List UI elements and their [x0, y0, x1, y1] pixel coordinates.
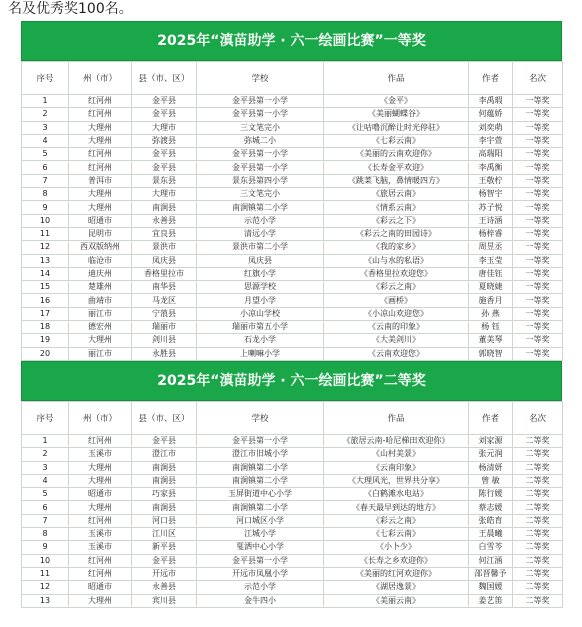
- table-row: [22, 461, 563, 474]
- cell-school: 示范小学: [197, 214, 324, 227]
- cell-county: 宜良县: [132, 227, 197, 240]
- cell-artwork: 《情系云南》: [324, 201, 469, 214]
- cell-author: 曾 敏: [469, 474, 513, 487]
- cell-artwork: 《七彩云南》: [324, 528, 469, 541]
- cell-prefecture: 迪庆州: [69, 267, 132, 280]
- cell-rank-number: 13: [22, 254, 69, 267]
- cell-award: 二等奖: [513, 474, 563, 487]
- cell-county: 南涧县: [132, 461, 197, 474]
- first-prize-table: [21, 61, 563, 361]
- cell-county: 景洪市: [132, 241, 197, 254]
- cell-rank-number: 1: [22, 434, 69, 447]
- table-row: [22, 448, 563, 461]
- cell-artwork: 《小卜少》: [324, 541, 469, 554]
- cell-prefecture: 昭通市: [69, 488, 132, 501]
- cell-county: 剑川县: [132, 334, 197, 347]
- table-row: [22, 528, 563, 541]
- cell-artwork: 《让咕噜沉醉让时光停驻》: [324, 121, 469, 134]
- cell-author: 李禹衡: [469, 161, 513, 174]
- cell-school: 景洪市第二小学: [197, 241, 324, 254]
- table-row: [22, 281, 563, 294]
- cell-county: 河口县: [132, 514, 197, 527]
- cell-county: 金平县: [132, 148, 197, 161]
- table-row: [22, 188, 563, 201]
- table-row: [22, 434, 563, 447]
- table-row: [22, 554, 563, 567]
- cell-school: 金平县第一小学: [197, 161, 324, 174]
- cell-prefecture: 临沧市: [69, 254, 132, 267]
- cell-school: 金平县第一小学: [197, 148, 324, 161]
- cell-rank-number: 6: [22, 501, 69, 514]
- cell-county: 永善县: [132, 581, 197, 594]
- cell-artwork: 《金平》: [324, 95, 469, 108]
- cell-county: 马龙区: [132, 294, 197, 307]
- cell-award: 一等奖: [513, 214, 563, 227]
- cell-prefecture: 楚雄州: [69, 281, 132, 294]
- cell-award: 二等奖: [513, 554, 563, 567]
- cell-award: 一等奖: [513, 201, 563, 214]
- cell-artwork: 《彩云之下》: [324, 214, 469, 227]
- cell-rank-number: 9: [22, 201, 69, 214]
- column-header-county: 县（市、区）: [132, 401, 197, 434]
- cell-rank-number: 3: [22, 121, 69, 134]
- cell-prefecture: 丽江市: [69, 347, 132, 360]
- cell-award: 一等奖: [513, 108, 563, 121]
- table-row: [22, 294, 563, 307]
- cell-rank-number: 2: [22, 448, 69, 461]
- cell-school: 玉屏街道中心小学: [197, 488, 324, 501]
- cell-rank-number: 19: [22, 334, 69, 347]
- cell-artwork: 《山与水的私语》: [324, 254, 469, 267]
- cell-county: 大理市: [132, 121, 197, 134]
- cell-school: 月望小学: [197, 294, 324, 307]
- cell-award: 二等奖: [513, 461, 563, 474]
- cell-rank-number: 4: [22, 134, 69, 147]
- column-header-school: 学校: [197, 62, 324, 95]
- award-sheet: [21, 21, 562, 608]
- cell-school: 南涧镇第二小学: [197, 201, 324, 214]
- cell-award: 一等奖: [513, 334, 563, 347]
- table-row: [22, 514, 563, 527]
- cell-award: 一等奖: [513, 161, 563, 174]
- cell-school: 南涧镇第二小学: [197, 501, 324, 514]
- cell-prefecture: 玉溪市: [69, 448, 132, 461]
- cell-county: 开远市: [132, 567, 197, 580]
- cell-award: 二等奖: [513, 434, 563, 447]
- table-row: [22, 214, 563, 227]
- cell-prefecture: 红河州: [69, 514, 132, 527]
- cell-county: 宁蒗县: [132, 307, 197, 320]
- cell-rank-number: 5: [22, 488, 69, 501]
- cell-school: 金牛四小: [197, 594, 324, 607]
- cell-school: 南涧镇第二小学: [197, 474, 324, 487]
- cell-author: 李玉莹: [469, 254, 513, 267]
- table-row: [22, 174, 563, 187]
- cell-author: 张皓育: [469, 514, 513, 527]
- cell-award: 一等奖: [513, 95, 563, 108]
- column-header-award: 名次: [513, 401, 563, 434]
- cell-artwork: 《白鹤滩水电站》: [324, 488, 469, 501]
- cell-rank-number: 13: [22, 594, 69, 607]
- cell-award: 二等奖: [513, 567, 563, 580]
- cell-award: 一等奖: [513, 227, 563, 240]
- cell-county: 瑞丽市: [132, 321, 197, 334]
- cell-rank-number: 7: [22, 174, 69, 187]
- cell-rank-number: 10: [22, 554, 69, 567]
- cell-author: 何江涵: [469, 554, 513, 567]
- cell-school: 瑞丽市第五小学: [197, 321, 324, 334]
- cell-artwork: 《美丽云南》: [324, 594, 469, 607]
- cell-rank-number: 9: [22, 541, 69, 554]
- cell-prefecture: 玉溪市: [69, 528, 132, 541]
- cell-award: 二等奖: [513, 448, 563, 461]
- table-row: [22, 108, 563, 121]
- second-prize-table: [21, 401, 563, 608]
- cell-artwork: 《画桥》: [324, 294, 469, 307]
- cell-author: 夏晓婕: [469, 281, 513, 294]
- cell-prefecture: 昭通市: [69, 581, 132, 594]
- cell-school: 石龙小学: [197, 334, 324, 347]
- cell-author: 刘家源: [469, 434, 513, 447]
- cell-prefecture: 红河州: [69, 161, 132, 174]
- cell-county: 香格里拉市: [132, 267, 197, 280]
- cell-artwork: 《美丽的云南欢迎你》: [324, 148, 469, 161]
- table-row: [22, 241, 563, 254]
- table-row: [22, 334, 563, 347]
- column-header-author: 作者: [469, 62, 513, 95]
- cell-prefecture: 西双版纳州: [69, 241, 132, 254]
- column-header-award: 名次: [513, 62, 563, 95]
- cell-author: 李宇萱: [469, 134, 513, 147]
- cell-prefecture: 大理州: [69, 461, 132, 474]
- cell-award: 二等奖: [513, 528, 563, 541]
- cell-school: 三文笔完小: [197, 188, 324, 201]
- cell-school: 澄江市旧城小学: [197, 448, 324, 461]
- cell-rank-number: 7: [22, 514, 69, 527]
- cell-artwork: 《山村美景》: [324, 448, 469, 461]
- second-prize-rows: [22, 434, 563, 607]
- table-row: [22, 201, 563, 214]
- table-row: [22, 567, 563, 580]
- cell-school: 思源学校: [197, 281, 324, 294]
- cell-school: 小凉山学校: [197, 307, 324, 320]
- cell-author: 王敬柠: [469, 174, 513, 187]
- cell-prefecture: 普洱市: [69, 174, 132, 187]
- cell-county: 凤庆县: [132, 254, 197, 267]
- table-row: [22, 474, 563, 487]
- cell-county: 巧家县: [132, 488, 197, 501]
- cell-author: 姜艺笛: [469, 594, 513, 607]
- cell-county: 江川区: [132, 528, 197, 541]
- cell-prefecture: 红河州: [69, 567, 132, 580]
- cell-prefecture: 德宏州: [69, 321, 132, 334]
- cell-author: 蔡志媛: [469, 501, 513, 514]
- table-row: [22, 501, 563, 514]
- cell-rank-number: 17: [22, 307, 69, 320]
- cell-prefecture: 玉溪市: [69, 541, 132, 554]
- cell-prefecture: 大理州: [69, 474, 132, 487]
- cell-rank-number: 12: [22, 581, 69, 594]
- table-row: [22, 161, 563, 174]
- cell-rank-number: 3: [22, 461, 69, 474]
- cell-author: 王晨曦: [469, 528, 513, 541]
- cell-county: 新平县: [132, 541, 197, 554]
- first-prize-title: 2025年“滇苗助学 · 六一绘画比赛”一等奖: [21, 21, 562, 61]
- cell-school: 清远小学: [197, 227, 324, 240]
- cell-school: 三文笔完小: [197, 121, 324, 134]
- cell-award: 一等奖: [513, 307, 563, 320]
- cell-artwork: 《我的家乡》: [324, 241, 469, 254]
- column-header-county: 县（市、区）: [132, 62, 197, 95]
- table-row: [22, 488, 563, 501]
- cell-author: 何蕴娇: [469, 108, 513, 121]
- cell-prefecture: 丽江市: [69, 307, 132, 320]
- cell-author: 施香月: [469, 294, 513, 307]
- cell-prefecture: 大理州: [69, 594, 132, 607]
- cell-county: 金平县: [132, 161, 197, 174]
- cell-award: 二等奖: [513, 488, 563, 501]
- cell-award: 一等奖: [513, 281, 563, 294]
- cell-prefecture: 大理州: [69, 201, 132, 214]
- column-header-prefecture: 州（市）: [69, 62, 132, 95]
- cell-rank-number: 8: [22, 528, 69, 541]
- table-header-row: [22, 62, 563, 95]
- cell-award: 二等奖: [513, 541, 563, 554]
- column-header-rank-number: 序号: [22, 62, 69, 95]
- cell-county: 宾川县: [132, 594, 197, 607]
- cell-county: 景东县: [132, 174, 197, 187]
- table-row: [22, 594, 563, 607]
- table-row: [22, 254, 563, 267]
- cell-school: 江城小学: [197, 528, 324, 541]
- cell-author: 杨梓睿: [469, 227, 513, 240]
- cell-county: 南涧县: [132, 501, 197, 514]
- cell-prefecture: 红河州: [69, 148, 132, 161]
- column-header-author: 作者: [469, 401, 513, 434]
- cell-author: 杨智宇: [469, 188, 513, 201]
- cell-rank-number: 12: [22, 241, 69, 254]
- table-header-row: [22, 401, 563, 434]
- cell-author: 杨清妍: [469, 461, 513, 474]
- cell-rank-number: 18: [22, 321, 69, 334]
- cell-artwork: 《跳菜飞脑，鼻情暖四方》: [324, 174, 469, 187]
- cell-author: 李禹瑕: [469, 95, 513, 108]
- cell-prefecture: 昆明市: [69, 227, 132, 240]
- cell-award: 一等奖: [513, 347, 563, 360]
- table-row: [22, 347, 563, 360]
- cell-county: 澄江市: [132, 448, 197, 461]
- table-row: [22, 121, 563, 134]
- cell-author: 杨 钰: [469, 321, 513, 334]
- cell-rank-number: 5: [22, 148, 69, 161]
- column-header-rank-number: 序号: [22, 401, 69, 434]
- column-header-prefecture: 州（市）: [69, 401, 132, 434]
- cell-artwork: 《美丽的红河欢迎你》: [324, 567, 469, 580]
- cell-school: 金平县第一小学: [197, 95, 324, 108]
- cell-artwork: 《七彩云南》: [324, 134, 469, 147]
- cell-school: 金平县第一小学: [197, 554, 324, 567]
- cell-prefecture: 曲靖市: [69, 294, 132, 307]
- cell-author: 陈行媛: [469, 488, 513, 501]
- cell-artwork: 《彩云之南》: [324, 514, 469, 527]
- cell-author: 郭晓智: [469, 347, 513, 360]
- cell-school: 河口城区小学: [197, 514, 324, 527]
- cell-school: 戛洒中心小学: [197, 541, 324, 554]
- column-header-artwork: 作品: [324, 401, 469, 434]
- cell-rank-number: 15: [22, 281, 69, 294]
- cell-award: 一等奖: [513, 254, 563, 267]
- cell-county: 南涧县: [132, 474, 197, 487]
- cell-artwork: 《长寿金平欢迎》: [324, 161, 469, 174]
- cell-prefecture: 红河州: [69, 554, 132, 567]
- cell-rank-number: 11: [22, 567, 69, 580]
- cell-rank-number: 16: [22, 294, 69, 307]
- cell-award: 一等奖: [513, 267, 563, 280]
- cell-school: 金平县第一小学: [197, 108, 324, 121]
- cell-rank-number: 6: [22, 161, 69, 174]
- cell-author: 魏国媛: [469, 581, 513, 594]
- cell-author: 孙 燕: [469, 307, 513, 320]
- table-row: [22, 541, 563, 554]
- table-row: [22, 307, 563, 320]
- cell-artwork: 《大理风光，世界共分享》: [324, 474, 469, 487]
- cell-artwork: 《湖居逸景》: [324, 581, 469, 594]
- cell-author: 白雪芩: [469, 541, 513, 554]
- cell-award: 一等奖: [513, 148, 563, 161]
- column-header-artwork: 作品: [324, 62, 469, 95]
- cell-artwork: 《云南的印象》: [324, 321, 469, 334]
- cell-county: 金平县: [132, 95, 197, 108]
- cell-artwork: 《大美剑川》: [324, 334, 469, 347]
- cell-county: 永善县: [132, 214, 197, 227]
- cell-prefecture: 红河州: [69, 95, 132, 108]
- cell-award: 二等奖: [513, 514, 563, 527]
- cell-county: 弥渡县: [132, 134, 197, 147]
- cell-artwork: 《彩云之南》: [324, 281, 469, 294]
- cell-award: 一等奖: [513, 134, 563, 147]
- first-prize-rows: [22, 95, 563, 361]
- cell-prefecture: 红河州: [69, 108, 132, 121]
- cell-award: 一等奖: [513, 241, 563, 254]
- cell-author: 邵晋馨予: [469, 567, 513, 580]
- cell-artwork: 《长寿之乡欢迎你》: [324, 554, 469, 567]
- cell-rank-number: 14: [22, 267, 69, 280]
- cell-author: 苏子悦: [469, 201, 513, 214]
- cell-rank-number: 8: [22, 188, 69, 201]
- cell-school: 景东县第四小学: [197, 174, 324, 187]
- cell-prefecture: 大理州: [69, 501, 132, 514]
- cell-county: 南华县: [132, 281, 197, 294]
- cell-county: 南涧县: [132, 201, 197, 214]
- column-header-school: 学校: [197, 401, 324, 434]
- cell-county: 金平县: [132, 554, 197, 567]
- cell-prefecture: 大理州: [69, 334, 132, 347]
- cell-prefecture: 红河州: [69, 434, 132, 447]
- cell-artwork: 《旅居云南》: [324, 188, 469, 201]
- table-row: [22, 134, 563, 147]
- cell-county: 大理市: [132, 188, 197, 201]
- cell-county: 金平县: [132, 434, 197, 447]
- cell-award: 一等奖: [513, 188, 563, 201]
- table-row: [22, 95, 563, 108]
- cell-school: 金平县第一小学: [197, 434, 324, 447]
- table-row: [22, 227, 563, 240]
- cell-county: 永胜县: [132, 347, 197, 360]
- cell-prefecture: 大理州: [69, 188, 132, 201]
- cell-rank-number: 1: [22, 95, 69, 108]
- cell-award: 一等奖: [513, 174, 563, 187]
- cell-artwork: 《美丽蝴蝶谷》: [324, 108, 469, 121]
- cell-school: 示范小学: [197, 581, 324, 594]
- cell-artwork: 《云南欢迎您》: [324, 347, 469, 360]
- cell-school: 南涧镇第二小学: [197, 461, 324, 474]
- cell-author: 唐佳钰: [469, 267, 513, 280]
- cell-rank-number: 2: [22, 108, 69, 121]
- cell-prefecture: 大理州: [69, 134, 132, 147]
- cell-author: 张元润: [469, 448, 513, 461]
- intro-text: 名及优秀奖100名。: [8, 1, 133, 17]
- cell-school: 红旗小学: [197, 267, 324, 280]
- cell-school: 弥城二小: [197, 134, 324, 147]
- cell-rank-number: 11: [22, 227, 69, 240]
- cell-award: 一等奖: [513, 294, 563, 307]
- cell-school: 上喇嘛小学: [197, 347, 324, 360]
- table-row: [22, 148, 563, 161]
- cell-author: 高瑞阳: [469, 148, 513, 161]
- cell-author: 周昱丞: [469, 241, 513, 254]
- cell-rank-number: 4: [22, 474, 69, 487]
- cell-author: 刘奕萌: [469, 121, 513, 134]
- cell-award: 二等奖: [513, 501, 563, 514]
- cell-rank-number: 10: [22, 214, 69, 227]
- cell-prefecture: 大理州: [69, 121, 132, 134]
- cell-artwork: 《小凉山欢迎您》: [324, 307, 469, 320]
- cell-prefecture: 昭通市: [69, 214, 132, 227]
- cell-artwork: 《香格里拉欢迎您》: [324, 267, 469, 280]
- cell-award: 一等奖: [513, 121, 563, 134]
- cell-artwork: 《春天最早到达的地方》: [324, 501, 469, 514]
- cell-award: 一等奖: [513, 321, 563, 334]
- second-prize-title: 2025年“滇苗助学 · 六一绘画比赛”二等奖: [21, 361, 562, 401]
- cell-school: 开远市凤凰小学: [197, 567, 324, 580]
- cell-author: 董美琴: [469, 334, 513, 347]
- table-row: [22, 321, 563, 334]
- cell-artwork: 《云南印象》: [324, 461, 469, 474]
- cell-author: 王诗涵: [469, 214, 513, 227]
- cell-school: 凤庆县: [197, 254, 324, 267]
- cell-county: 金平县: [132, 108, 197, 121]
- cell-artwork: 《旅居云南-哈尼梯田欢迎你》: [324, 434, 469, 447]
- cell-rank-number: 20: [22, 347, 69, 360]
- cell-award: 二等奖: [513, 581, 563, 594]
- table-row: [22, 267, 563, 280]
- cell-award: 二等奖: [513, 594, 563, 607]
- cell-artwork: 《彩云之南的田园诗》: [324, 227, 469, 240]
- table-row: [22, 581, 563, 594]
